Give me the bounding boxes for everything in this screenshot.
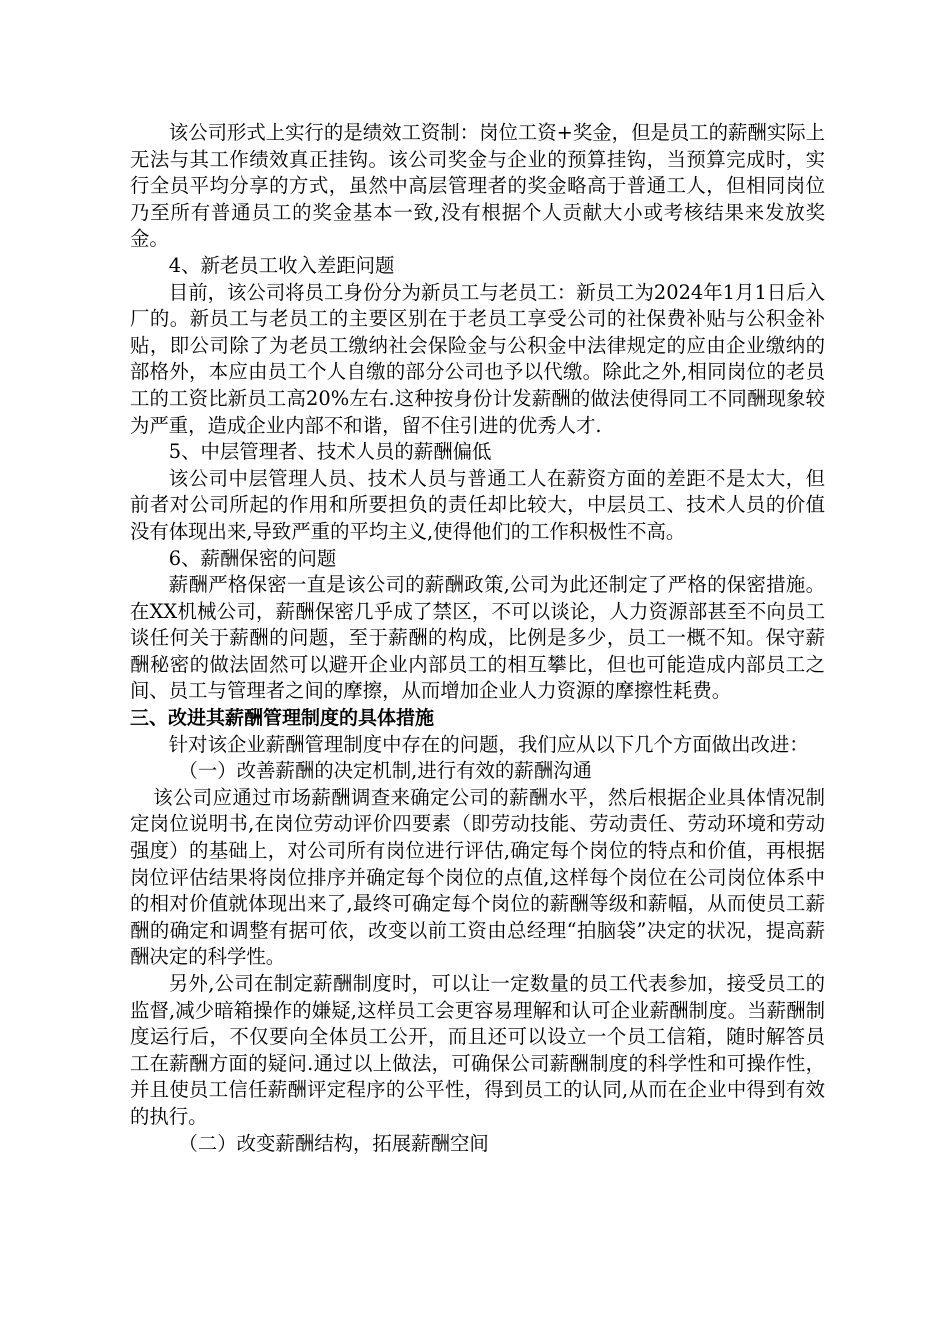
body-paragraph: 针对该企业薪酬管理制度中存在的问题，我们应从以下几个方面做出改进： bbox=[168, 732, 809, 756]
section-heading: 三、改进其薪酬管理制度的具体措施 bbox=[130, 707, 435, 730]
subsection-heading: （二）改变薪酬结构，拓展薪酬空间 bbox=[178, 1131, 489, 1155]
body-paragraph: 另外,公司在制定薪酬制度时，可以让一定数量的员工代表参加，接受员工的监督,减少暗箱操作的嫌疑,这样员工会更容易理解和认可企业薪酬制度。当薪酬制度运行后，不仅要向全体员工公开，而且还可以设立一个员工信箱，随时解答员工在薪酬方面的疑问.通过以上做法，可确保公司薪酬制度的科学性和可操作性，并且使员工信任薪酬评定程序的公平性，得到员工的认同,从而在企业中得到有效的执行。 bbox=[130, 972, 825, 1128]
document-page bbox=[130, 120, 825, 1157]
subsection-heading: （一）改善薪酬的决定机制,进行有效的薪酬沟通 bbox=[178, 759, 592, 783]
body-paragraph: 该公司应通过市场薪酬调查来确定公司的薪酬水平，然后根据企业具体情况制定岗位说明书,在岗位劳动评价四要素（即劳动技能、劳动责任、劳动环境和劳动强度）的基础上，对公司所有岗位进行评估,确定每个岗位的特点和价值，再根据岗位评估结果将岗位排序并确定每个岗位的点值,这样每个岗位在公司岗位体系中的相对价值就体现出来了,最终可确定每个岗位的薪酬等级和薪幅，从而使员工薪酬的确定和调整有据可依，改变以前工资由总经理“拍脑袋”决定的状况，提高薪酬决定的科学性。 bbox=[130, 785, 825, 969]
body-paragraph: 目前，该公司将员工身份分为新员工与老员工：新员工为2024年1月1日后入厂的。新员工与老员工的主要区别在于老员工享受公司的社保费补贴与公积金补贴，即公司除了为老员工缴纳社会保险金与公积金中法律规定的应由企业缴纳的部格外，本应由员工个人自缴的部分公司也予以代缴。除此之外,相同岗位的老员工的工资比新员工高20%左右.这种按身份计发薪酬的做法使得同工不同酬现象较为严重，造成企业内部不和谐，留不住引进的优秀人才. bbox=[130, 280, 825, 437]
body-paragraph: 该公司中层管理人员、技术人员与普通工人在薪资方面的差距不是太大，但前者对公司所起的作用和所要担负的责任却比较大，中层员工、技术人员的价值没有体现出来,导致严重的平均主义,使得他们的工作积极性不高。 bbox=[130, 466, 825, 543]
body-paragraph: 该公司形式上实行的是绩效工资制：岗位工资+奖金，但是员工的薪酬实际上无法与其工作绩效真正挂钩。该公司奖金与企业的预算挂钩，当预算完成时，实行全员平均分享的方式，虽然中高层管理者的奖金略高于普通工人，但相同岗位乃至所有普通员工的奖金基本一致,没有根据个人贡献大小或考核结果来发放奖金。 bbox=[130, 121, 825, 251]
subsection-heading: 6、薪酬保密的问题 bbox=[168, 546, 337, 570]
subsection-heading: 5、中层管理者、技术人员的薪酬偏低 bbox=[168, 440, 492, 464]
subsection-heading: 4、新老员工收入差距问题 bbox=[168, 253, 395, 277]
body-paragraph: 薪酬严格保密一直是该公司的薪酬政策,公司为此还制定了严格的保密措施。在XX机械公司，薪酬保密几乎成了禁区，不可以谈论，人力资源部甚至不向员工谈任何关于薪酬的问题，至于薪酬的构成，比例是多少，员工一概不知。保守薪酬秘密的做法固然可以避开企业内部员工的相互攀比，但也可能造成内部员工之间、员工与管理者之间的摩擦，从而增加企业人力资源的摩擦性耗费。 bbox=[130, 573, 825, 703]
